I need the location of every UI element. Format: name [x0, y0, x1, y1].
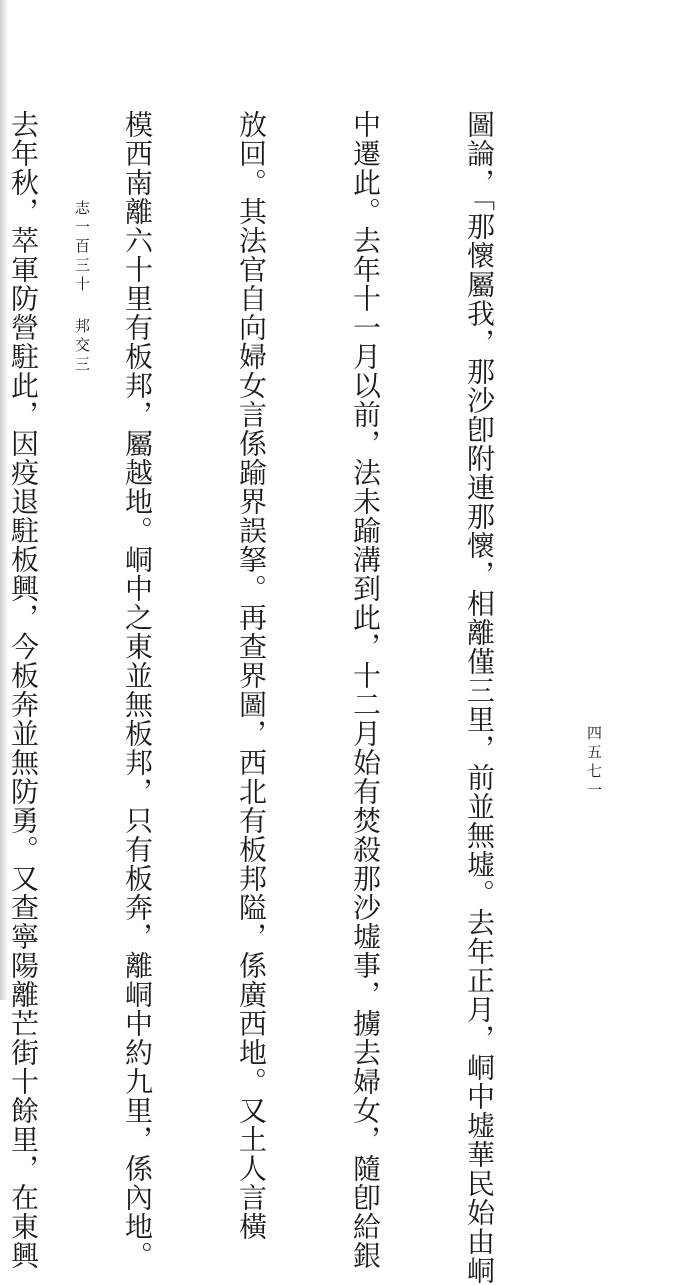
text-column: 圖論，「那懷屬我，那沙卽附連那懷，相離僅三里，前並無墟。去年正月，峒中墟華民始由峒 — [463, 110, 496, 1285]
running-head-section: 邦交三 — [73, 318, 91, 375]
text-column: 模西南離六十里有板邦，屬越地。峒中之東並無板邦，只有板奔，離峒中約九里，係內地。 — [121, 110, 154, 1270]
text-column: 放回。其法官自向婦女言係踰界誤拏。再查界圖，西北有板邦隘，係廣西地。又土人言橫 — [235, 110, 268, 1241]
running-head-chapter: 志一百三十 — [73, 200, 91, 295]
text-column: 中遷此。去年十一月以前，法未踰溝到此，十二月始有焚殺那沙墟事，擄去婦女，隨卽給銀 — [349, 110, 382, 1270]
page-number: 四五七一 — [585, 725, 603, 801]
text-column: 去年秋，萃軍防營駐此，因疫退駐板興，今板奔並無防勇。又查寧陽離芒街十餘里，在東興 — [7, 110, 40, 1270]
